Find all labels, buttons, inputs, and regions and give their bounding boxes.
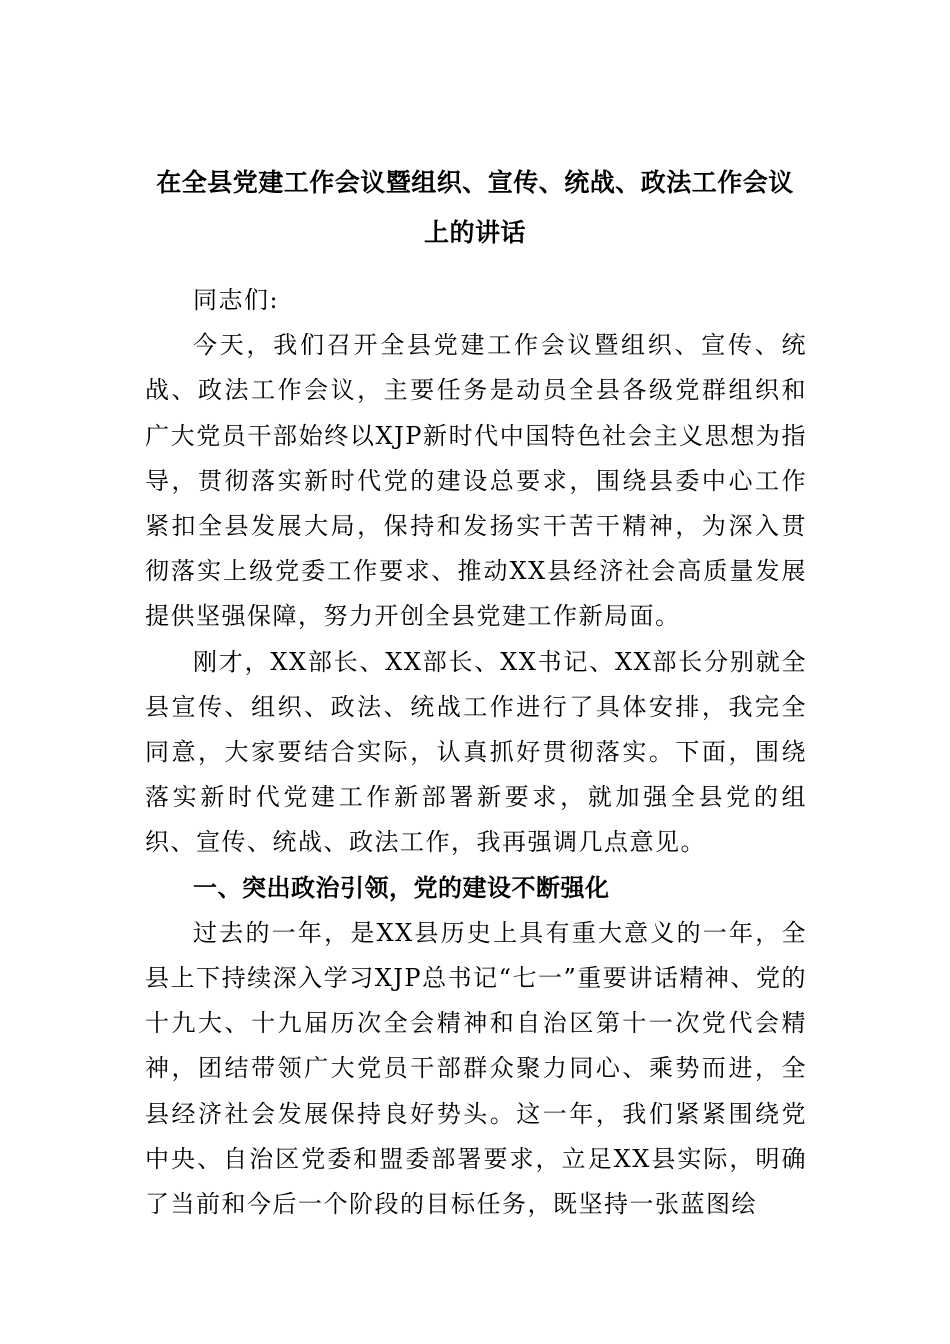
document-title [145, 158, 805, 258]
section-heading: 一、突出政治引领，党的建设不断强化 [193, 873, 610, 902]
salutation: 同志们: [193, 286, 280, 314]
document-body [145, 278, 807, 1227]
paragraph: 刚才，XX部长、XX部长、XX书记、XX部长分别就全县宣传、组织、政法、统战工作进行了具体安排，我完全同意，大家要结合实际，认真抓好贯彻落实。下面，围绕落实新时代党建工作新部署新要求，就加强全县党的组织、宣传、统战、政法工作，我再强调几点意见。 [145, 647, 807, 857]
paragraph: 过去的一年，是XX县历史上具有重大意义的一年，全县上下持续深入学习XJP总书记“七一”重要讲话精神、党的十九大、十九届历次全会精神和自治区第十一次党代会精神，团结带领广大党员干部群众聚力同心、乘势而进，全县经济社会发展保持良好势头。这一年，我们紧紧围绕党中央、自治区党委和盟委部署要求，立足XX县实际，明确了当前和今后一个阶段的目标任务，既坚持一张蓝图绘 [145, 918, 807, 1219]
title-line-1: 在全县党建工作会议暨组织、宣传、统战、政法工作会议 [156, 168, 794, 197]
paragraph: 今天，我们召开全县党建工作会议暨组织、宣传、统战、政法工作会议，主要任务是动员全县各级党群组织和广大党员干部始终以XJP新时代中国特色社会主义思想为指导，贯彻落实新时代党的建设总要求，围绕县委中心工作紧扣全县发展大局，保持和发扬实干苦干精神，为深入贯彻落实上级党委工作要求、推动XX县经济社会高质量发展提供坚强保障，努力开创全县党建工作新局面。 [145, 331, 807, 631]
title-line-2: 上的讲话 [423, 218, 526, 247]
